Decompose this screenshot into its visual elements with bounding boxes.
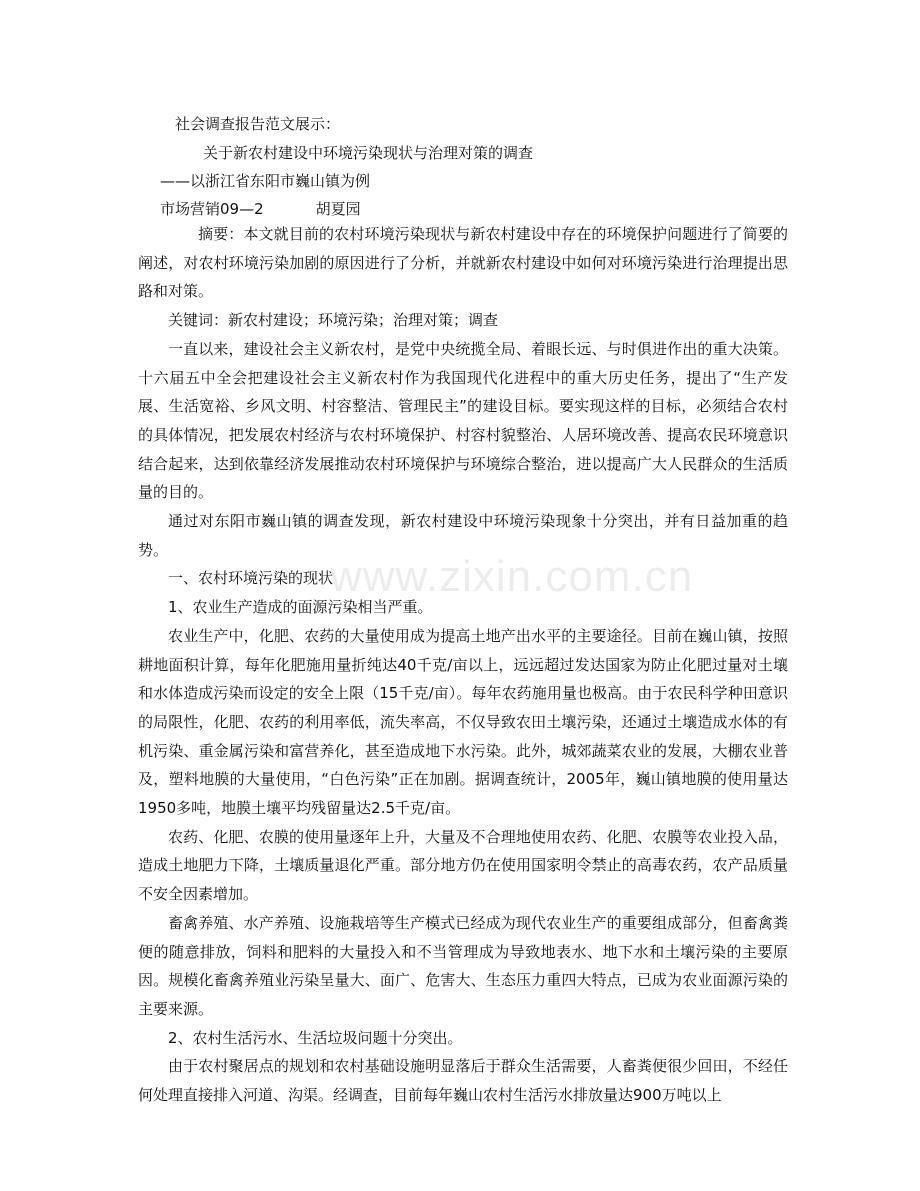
- report-subtitle: ——以浙江省东阳市巍山镇为例: [160, 172, 371, 190]
- author-name: 胡夏园: [315, 200, 361, 218]
- watermark: www.zixin.com.cn: [330, 552, 694, 601]
- class-name: 市场营销09—2: [160, 200, 264, 218]
- abstract-paragraph: 摘要：本文就目前的农村环境污染现状与新农村建设中存在的环境保护问题进行了简要的阐述，对农村环境污染加剧的原因进行了分析，并就新农村建设中如何对环境污染进行治理提出思路和对策。: [138, 225, 788, 301]
- section-heading: 一、农村环境污染的现状: [168, 569, 334, 588]
- report-title: 关于新农村建设中环境污染现状与治理对策的调查: [203, 144, 534, 162]
- author-line: [160, 199, 361, 219]
- body-paragraph: 农药、化肥、农膜的使用量逐年上升，大量及不合理地使用农药、化肥、农膜等农业投入品，造成土地肥力下降，土壤质量退化严重。部分地方仍在使用国家明令禁止的高毒农药，农产品质量不安全因素增加。: [138, 827, 788, 904]
- body-paragraph: 由于农村聚居点的规划和农村基础设施明显落后于群众生活需要，人畜粪便很少回田，不经任何处理直接排入河道、沟渠。经调查，目前每年巍山农村生活污水排放量达900万吨以上: [138, 1057, 788, 1105]
- subsection-heading: 1、农业生产造成的面源污染相当严重。: [168, 598, 433, 617]
- intro-line: 社会调查报告范文展示：: [175, 115, 341, 133]
- body-paragraph: 通过对东阳市巍山镇的调查发现，新农村建设中环境污染现象十分突出，并有日益加重的趋势。: [138, 512, 788, 559]
- subsection-heading: 2、农村生活污水、生活垃圾问题十分突出。: [168, 1028, 463, 1047]
- body-paragraph: 畜禽养殖、水产养殖、设施栽培等生产模式已经成为现代农业生产的重要组成部分，但畜禽粪便的随意排放，饲料和肥料的大量投入和不当管理成为导致地表水、地下水和土壤污染的主要原因。规模化畜禽养殖业污染呈量大、面广、危害大、生态压力重四大特点，已成为农业面源污染的主要来源。: [138, 913, 788, 1018]
- body-paragraph: 一直以来，建设社会主义新农村，是党中央统揽全局、着眼长远、与时俱进作出的重大决策。十六届五中全会把建设社会主义新农村作为我国现代化进程中的重大历史任务，提出了“生产发展、生活宽裕、乡风文明、村容整洁、管理民主”的建设目标。要实现这样的目标，必须结合农村的具体情况，把发展农村经济与农村环境保护、村容村貌整治、人居环境改善、提高农民环境意识结合起来，达到依靠经济发展推动农村环境保护与环境综合整治，进以提高广大人民群众的生活质量的目的。: [138, 339, 788, 502]
- report-body: [138, 220, 788, 1110]
- body-paragraph: 农业生产中，化肥、农药的大量使用成为提高土地产出水平的主要途径。目前在巍山镇，按照耕地面积计算，每年化肥施用量折纯达40千克/亩以上，远远超过发达国家为防止化肥过量对土壤和水体造成污染而设定的安全上限（15千克/亩）。每年农药施用量也极高。由于农民科学种田意识的局限性，化肥、农药的利用率低，流失率高，不仅导致农田土壤污染，还通过土壤造成水体的有机污染、重金属污染和富营养化，甚至造成地下水污染。此外，城郊蔬菜农业的发展，大棚农业普及，塑料地膜的大量使用，“白色污染”正在加剧。据调查统计，2005年，巍山镇地膜的使用量达1950多吨，地膜土壤平均残留量达2.5千克/亩。: [138, 626, 788, 818]
- keywords-paragraph: 关键词：新农村建设；环境污染；治理对策；调查: [168, 311, 499, 330]
